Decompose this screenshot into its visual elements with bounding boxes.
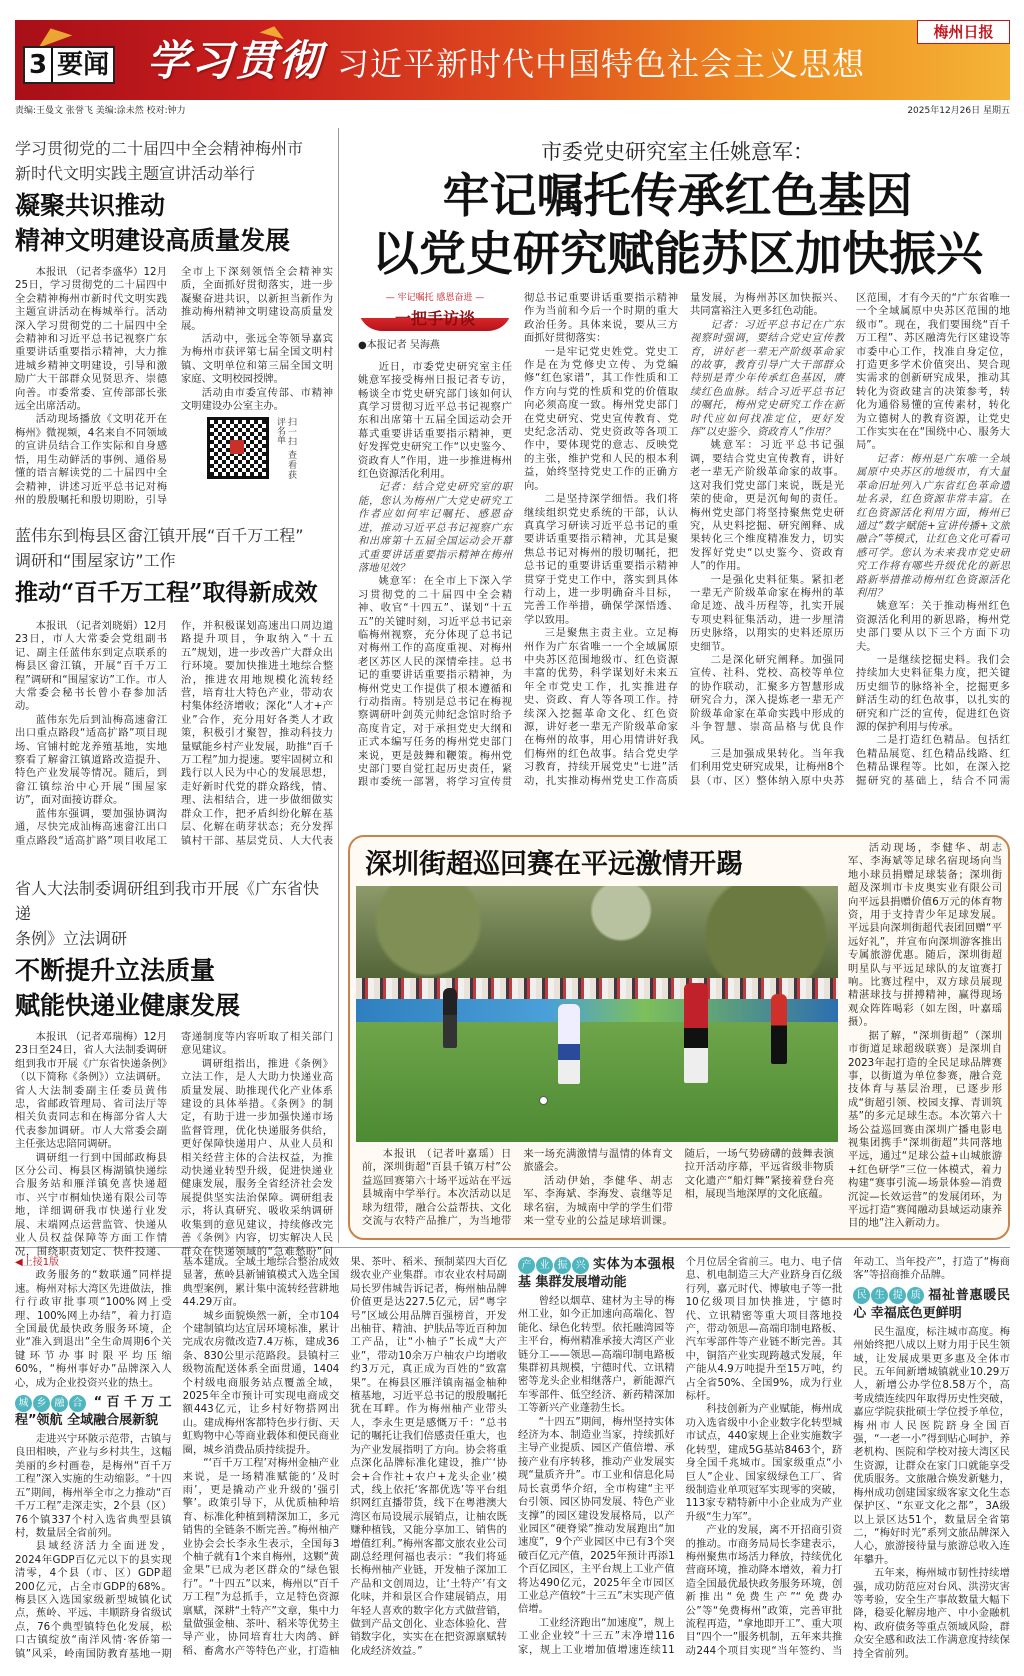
text-line: 调研和“围屋家访”工作 bbox=[15, 551, 176, 570]
continued-article bbox=[15, 1256, 1010, 1670]
column-divider bbox=[338, 128, 339, 1243]
paragraph: 活动由市委宣传部、市精神文明建设办公室主办。 bbox=[181, 386, 333, 413]
paragraph: 本报讯 （记者李盛华）12月25日，学习贯彻党的二十届四中全会精神梅州市新时代文明实践主题宣讲活动在梅城举行。活动深入学习贯彻党的二十届四中全会精神和习近平总书记视察广东重要讲话重要指示精神，大力推进城乡精神文明建设，引导和激励广大干部群众见贤思齐、崇德向善。市委常委、宣传部部长张远全出席活动。 bbox=[15, 266, 167, 413]
tag-char: 振 bbox=[554, 1257, 571, 1274]
paragraph: 蓝伟东强调，要加强协调沟通，尽快完成汕梅高速畲江出口重点路段“适高扩路”项目收尾工作，并积极谋划高速出口周边道路提升项目，争取纳入“十五五”规划，进一步改善广大群众出行环境。要加快推进土地综合整治，推进农用地规模化流转经营，培育壮大特色产业，带动农村集体经济增收；深化“人才+产业”合作，充分用好各类人才政策，积极引才聚智，推动科技力量赋能乡村产业发展，助推“百千万工程”加力提速。要牢固树立和践行以人民为中心的发展思想，走好新时代党的群众路线，情、理、法相结合，进一步做细做实群众工作，把矛盾纠纷化解在基层、化解在萌芽状态；充分发挥镇村干部、基层党员、人大代表 bbox=[15, 620, 333, 847]
feature-body bbox=[362, 1148, 834, 1236]
article-headline bbox=[15, 953, 333, 1023]
qr-code[interactable] bbox=[207, 417, 333, 483]
qr-label: 扫一扫 查看获评名单 bbox=[275, 417, 296, 480]
paragraph: 姚意军：关于推动梅州红色资源活化利用的新思路，梅州党史部门要从以下三个方面下功夫。 bbox=[856, 600, 1010, 653]
text-line: 省人大法制委调研组到我市开展《广东省快递 bbox=[15, 879, 320, 923]
tag-char: 质 bbox=[907, 1287, 924, 1304]
paragraph: 二是打造红色精品。包括红色精品展览、红色精品线路、红色精品课程等。比如，在深入挖掘研究的基础上，结合不同需 bbox=[856, 734, 1010, 787]
paragraphs bbox=[358, 292, 1010, 797]
issue-date: 2025年12月26日 星期五 bbox=[907, 106, 1010, 116]
photo-player bbox=[443, 988, 457, 1048]
tag-char: 民 bbox=[853, 1287, 870, 1304]
paragraph: 活动现场播放《文明花开在梅州》微视频，4名来自不同领域的宣讲员结合工作实际和自身感悟，用生动鲜活的事例、通俗易懂的语言解读党的二十届四中全会精神，讲述习近平总书记对梅州的殷殷嘱托和殷切期盼，引导全市上下深刻领悟全会精神实质，全面抓好贯彻落实，进一步凝聚奋进共识，以新担当新作为推动梅州精神文明建设高质量发展。 bbox=[15, 266, 333, 506]
feature-headline: 深圳街超巡回赛在平远激情开踢 bbox=[365, 849, 743, 880]
section-name: 要闻 bbox=[57, 50, 110, 80]
article-civilization bbox=[15, 136, 333, 520]
continued-from-label[interactable]: ◀上接1版 bbox=[15, 1257, 60, 1268]
article-body bbox=[15, 266, 333, 520]
main-kicker: 市委党史研究室主任姚意军： bbox=[541, 140, 814, 164]
column-badge-title: 一把手访谈 bbox=[358, 307, 512, 331]
text-line: 赋能快递业健康发展 bbox=[15, 991, 241, 1020]
qr-code-image[interactable] bbox=[207, 417, 269, 479]
section-label bbox=[23, 46, 115, 84]
article-kicker bbox=[15, 876, 333, 951]
paragraph: “十四五”期间，梅州坚持实体经济为本、制造业当家，持续抓好主导产业提质、园区产值倍增、承接产业有序转移，推动产业发展实现“量质齐升”。市工业和信息化局局长袁勇华介绍，全市构建“主平台引领、园区协同发展、特色产业支撑”的园区建设发展格局，以产业园区“硬脊梁”推动发展跑出“加速度”，9个产业园区中已有3个突破百亿元产值，2025年预计再添1个百亿园区，主平台规上工业产值将达490亿元，2025年全市园区工业总产值较“十三五”末实现产值倍增。 bbox=[517, 1415, 675, 1616]
paragraph: 民生温度，标注城市高度。梅州始终把八成以上财力用于民生领域，让发展成果更多惠及全体市民。五年间新增城镇就业10.29万人，新增公办学位8.58万个，高考成绩连续四年取得历史性突破，嘉应学院获批硕士学位授予单位，梅州市人民医院跻身全国百强，“一老一小”得到贴心呵护，养老机构、医院和学校对接大湾区民生资源，让群众在家门口就能享受优质服务。文旅融合焕发新魅力，梅州成功创建国家级客家文化生态保护区、“东亚文化之都”，3A级以上景区达51个，数量居全省第二，“梅好时光”系列文旅品牌深入人心，旅游接待量与旅游总收入连年攀升。 bbox=[853, 1325, 1010, 1566]
paragraph: 走进兴宁环陂示范带，古镇与良田相映，产业与乡村共生，这幅美丽的乡村画卷，是梅州“百千万工程”深入实施的生动缩影。“十四五”期间，梅州举全市之力推动“百千万工程”走深走实，2个县（区）76个镇337个村入选省典型县镇村，数量居全省前列。 bbox=[15, 1433, 172, 1539]
paragraph: 调研组一行到中国邮政梅县区分公司、梅县区梅湖镇快递综合服务站和雁洋镇免喜快递超市、兴宁市桐灿快递有限公司等地，详细调研我市快递行业发展、末端网点运营监管、快递从业人员权益保障等方面工作情况，围绕职责划定、快件投递、寄递制度等内容听取了相关部门意见建议。 bbox=[15, 1031, 333, 1258]
photo-player bbox=[558, 1004, 580, 1084]
paragraph: 据了解，“深圳街超”（深圳市街道足球超级联赛）是深圳自2023年起打造的全民足球品牌赛事，以街道为单位参赛，融合竞技体育与基层治理，已逐步形成“街超引领、校园支撑、青训筑基”的多元足球生态。本次第六十场公益巡回赛由深圳广播电影电视集团携手“深圳街超”共同落地平远，通过“足球公益+山城旅游+红色研学”三位一体模式，着力构建“赛事引流—场景体验—消费沉淀—长效运营”的发展闭环，为平远打造“赛闻融动县域运动康养目的地”注入新动力。 bbox=[848, 1029, 1002, 1230]
text-line: 精神文明建设高质量发展 bbox=[15, 226, 291, 255]
subheading-tag bbox=[15, 1395, 86, 1412]
paragraph: 活动现场，李健华、胡志军、李海斌等足球名宿现场向当地小球员捐赠足球装备；深圳街超及深圳市卡皮奥实业有限公司向平远县捐赠价值6万元的体育物资，用于支持青少年足球发展。平远县向深圳街超代表团回赠“平远好礼”，并宣布向深圳游客推出专属旅游优惠。随后，深圳街超明星队与平远足球队的友谊赛打响。比赛过程中，双方球员展现精湛球技与拼搏精神，赢得现场观众阵阵喝彩（如左图，叶嘉瑶摄）。 bbox=[848, 842, 1002, 1029]
byline: ●本报记者 吴海燕 bbox=[358, 340, 440, 352]
photo-player bbox=[684, 983, 708, 1083]
text-line: 以党史研究赋能苏区加快振兴 bbox=[372, 227, 983, 282]
photo-ball bbox=[539, 1096, 548, 1105]
article-kicker bbox=[15, 136, 333, 186]
campaign-title: 学习贯彻 bbox=[147, 36, 324, 85]
paragraph: 姚意军：习近平总书记强调，要结合党史宣传教育，讲好老一辈无产阶级革命家的故事。这对我们党史部门来说，既是光荣的使命，更是沉甸甸的责任。梅州党史部门将坚持聚焦党史研究，从史料挖掘、研究阐释、成果转化三个维度精准发力，切实发挥好党史“以史鉴今、资政育人”的作用。 bbox=[690, 439, 844, 573]
paragraph: 一是强化史料征集。紧扣老一辈无产阶级革命家在梅州的革命足迹、战斗历程等，扎实开展专项史料征集活动，进一步厘清历史脉络，以翔实的史料还原历史细节。 bbox=[690, 573, 844, 653]
tag-char: 业 bbox=[536, 1257, 553, 1274]
paragraph: 记者：习近平总书记在广东视察时强调，要结合党史宣传教育，讲好老一辈无产阶级革命家的故事，教育引导广大干部群众特别是青少年传承红色基因，赓续红色血脉。结合习近平总书记的嘱托，梅州党史研究工作在新时代应如何找准定位，更好发挥“以史鉴今、资政育人”作用？ bbox=[690, 318, 844, 439]
tag-char: 城 bbox=[15, 1395, 32, 1412]
article-village-project bbox=[15, 523, 333, 860]
subheading-urban-rural bbox=[15, 1394, 172, 1430]
paragraph: 活动伊始，李健华、胡志军、李海斌、李海发、袁继等足球名宿，为城南中学的学生们带来一堂专业的公益足球培训课。随后，一场气势磅礴的鼓舞表演拉开活动序幕，平远省级非物质文化遗产“船灯舞”紧接着登台亮相，展现当地深厚的文化底蕴。 bbox=[523, 1148, 834, 1228]
paragraph: 一是继续挖掘史料。我们会持续加大史料征集力度，把关键历史细节的脉络补全，挖掘更多鲜活生动的红色故事，以扎实的研究和广泛的宣传，促进红色资源的保护利用与传承。 bbox=[856, 653, 1010, 733]
paragraph: 科技创新为产业赋能，梅州成功入选省级中小企业数字化转型城市试点，440家规上企业实施数字化转型，建成5G基站8463个，跻身全国千兆城市。国家级重点“小巨人”企业、国家级绿色工厂、省级制造业单项冠军实现零的突破，113家专精特新中小企业成为产业升级“生力军”。 bbox=[685, 1403, 843, 1523]
editors: 责编:王曼文 张誉飞 美编:涂未然 校对:钟力 bbox=[15, 106, 186, 116]
paragraphs bbox=[15, 1269, 172, 1390]
text-line: 不断提升立法质量 bbox=[15, 956, 216, 985]
paragraph: 本报讯 （记者邓瑞梅）12月23日至24日，省人大法制委调研组到我市开展《广东省快递条例》（以下简称《条例》）立法调研。省人大法制委副主任委员黄伟忠，省邮政管理局、省司法厅等相关负责同志和在梅部分省人大代表参加调研。市人大常委会副主任张达忠陪同调研。 bbox=[15, 1031, 167, 1151]
page-number: 3 bbox=[29, 48, 53, 82]
tag-char: 生 bbox=[871, 1287, 888, 1304]
paragraph: 三是加强成果转化。当年我们利用党史研究成果，让梅州8个县（市、区）整体纳入原中央苏区范围，才有今天的“广东省唯一一个全域属原中央苏区范围的地级市”。现在，我们要围绕“百千万工程”、苏区融湾先行区建设等市委中心工作，找准自身定位，打造更多学术价值突出、契合现实需求的创新研究成果，推动其转化为资政建言的决策参考，转化为通俗易懂的宣传素材，转化为立德树人的教育资源，让党史工作实实在在“围绕中心、服务大局”。 bbox=[690, 292, 1010, 787]
star-icon bbox=[34, 22, 73, 47]
paragraph: 二是深化研究阐释。加强同宣传、社科、党校、高校等单位的协作联动，汇聚多方智慧形成研究合力，深入提炼老一辈无产阶级革命家在革命实践中形成的斗争智慧、崇高品格与优良作风。 bbox=[690, 653, 844, 747]
paragraph: 本报讯 （记者叶嘉瑶）日前，深圳街超“百县千镇万村”公益巡回赛第六十场平远站在平远县城南中学举行。本次活动以足球为纽带，融合公益帮扶、文化交流与农特产品推广，为当地带来一场充满激情与温情的体育文旅盛会。 bbox=[362, 1148, 673, 1228]
tag-char: 兴 bbox=[572, 1257, 589, 1274]
paper-logo bbox=[917, 20, 1010, 44]
paragraph: 城乡面貌焕然一新，全市104个建制镇均达宜居环境标准，累计完成农房微改造7.4万栋，建成36条、830公里示范路段。县镇村三级物流配送体系全面贯通，1404个村级电商服务站点覆盖全域，2025年全市预计可实现电商成交额443亿元，让乡村好物搭网出山。建成梅州客都特色步行街、天虹购物中心等商业载体和便民商业圈，城乡消费品质持续提升。 bbox=[182, 1309, 340, 1456]
credits-line bbox=[15, 103, 1010, 116]
paragraph: 蓝伟东先后到汕梅高速畲江出口重点路段“适高扩路”项目现场、官铺村蛇龙养殖基地，实地察看了解畲江镇道路改造提升、特色产业发展等情况。随后，到畲江镇综治中心开展“围屋家访”，面对面接访群众。 bbox=[15, 713, 167, 807]
paragraph: 曾经以烟草、建材为主导的梅州工业，如今正加速向高端化、智能化、绿色化转型。依托融湾园等主平台，梅州精准承接大湾区产业链分工——领思—高端印制电路板集群初具规模，宁德时代、立讯精密等龙头企业相继落户，新能源汽车零部件、低空经济、新药精深加工等新兴产业蓬勃生长。 bbox=[517, 1295, 675, 1415]
paragraph: 一是牢记党史姓党。党史工作是在为党修史立传、为党编修“红色家谱”，其工作性质和工作方向与党的性质和党的价值取向必须高度一致。梅州党史部门在党史研究、党史宣传教育、党史纪念活动、党史资政等各项工作中，要体现党的意志、反映党的主张，维护党和人民的根本利益，始终坚持党史工作的正确方向。 bbox=[524, 345, 678, 492]
photo-player bbox=[771, 994, 787, 1064]
football-match-photo bbox=[356, 886, 838, 1142]
paragraph: 政务服务的“数联通”同样提速。梅州对标大湾区先进做法，推行行政审批事项“100%网上受理、100%网上办结”，着力打造全国最优最快政务服务环境，企业“准入到退出”全生命周期6个关键环节办事时限平均压缩60%，“梅州事好办”品牌深入人心，成为企业投资兴业的热土。 bbox=[15, 1269, 172, 1389]
paragraph: 本报讯 （记者刘晓娟）12月23日，市人大常委会党组副书记、副主任蓝伟东到定点联系的梅县区畲江镇，开展“百千万工程”调研和“围屋家访”工作。市人大常委会秘书长曾小春参加活动。 bbox=[15, 620, 167, 713]
subheading-industry bbox=[518, 1256, 675, 1292]
article-body bbox=[15, 1031, 333, 1259]
text-line: 推动“百千万工程”取得新成效 bbox=[15, 579, 318, 606]
column-badge-slogan: — 牢记嘱托 感恩奋进 — bbox=[385, 293, 485, 303]
article-body bbox=[15, 620, 333, 860]
paragraph: 记者：梅州是广东唯一全域属原中央苏区的地级市，有大量革命旧址列入广东省红色革命遗址名录，红色资源非常丰富。在红色资源活化利用方面，梅州已通过“数字赋能+宣讲传播+文旅融合”等模式，让红色文化可看可感可学。您认为未来我市党史研究工作将有哪些升级优化的新思路新举措推动梅州红色资源活化利用？ bbox=[856, 452, 1010, 599]
paragraph: 调研组指出，推进《条例》立法工作，是人大助力快递业高质量发展、助推现代化产业体系建设的具体举措。《条例》的制定，有助于进一步加强快递市场监督管理，优化快递服务供给，更好保障快递用户、从业人员和相关经营主体的合法权益，为推动快递业转型升级，促进快递业健康发展，服务全省经济社会发展提供坚实法治保障。调研组表示，将认真研究、吸收采纳调研收集到的意见建议，持续修改完善《条例》内容，切实解决人民群众在快递领域的“急难愁盼”问 bbox=[181, 1057, 333, 1258]
tag-char: 融 bbox=[51, 1395, 68, 1412]
tag-char: 合 bbox=[69, 1395, 86, 1412]
main-article-body bbox=[358, 292, 1010, 797]
paragraph: “‘百千万工程’对梅州金柚产业来说，是一场精准赋能的‘及时雨’，更是撬动产业升级的‘强引擎’。政策引导下，从优质柚种培育、标准化种植到精深加工，多元销售的全链条不断完善。”梅州柚产业协会会长李永生表示，全国每3个柚子就有1个来自梅州，这颗“黄金果”已成为老区群众的“绿色银行”。“十四五”以来，梅州以“百千万工程”为总抓手，立足特色资源禀赋，深耕“土特产”文章，集中力量做强金柚、茶叶、稻米等优势主导产业，协同培育壮大肉鸽、鲜稻、畜禽水产等特色产业，打造柚果、茶叶、稻米、预制菜四大百亿级农业产业集群。市农业农村局副局长罗伟城告诉记者，梅州柚品牌价值更是达227.5亿元，居“粤字号”区域公用品牌百强榜首，开发出柚苷、精油、护肤品等近百种加工产品，让“小柚子”长成“大产业”，带动10余万户柚农户均增收约3万元，真正成为百姓的“致富果”。在梅县区雁洋镇南福金柚种植基地，习近平总书记的殷殷嘱托犹在耳畔。作为梅州柚产业带头人，李永生更是感慨万千：“总书记的嘱托让我们倍感责任重大，也为产业发展指明了方向。协会将重点深化品牌标准化建设，推广‘协会+合作社+农户+龙头企业’模式，线上依托‘客都优选’等平台组织网红直播带货，线下在粤港澳大湾区布局设展示展销点，让柚农既赚种植钱，又能分享加工、销售的增值红利。”梅州客都文旅农业公司副总经理何福也表示：“我们将延长梅州柚产业链，开发柚子深加工产品和文创周边，让‘土特产’有文化味，并和景区合作建展销点，用年轻人喜欢的数字化方式做营销，做到产品文创化、业态体验化、营销数字化，实实在在把资源禀赋转化成经济效益。” bbox=[182, 1256, 507, 1657]
text-line: 条例》立法调研 bbox=[15, 929, 128, 948]
paragraph: 活动中，张远全等领导嘉宾为梅州市获评第七届全国文明村镇、文明单位和第三届全国文明家庭、文明校园授牌。 bbox=[181, 333, 333, 386]
text-line: 牢记嘱托传承红色基因 bbox=[442, 169, 913, 224]
photo-ad-board bbox=[356, 999, 838, 1022]
tag-char: 提 bbox=[889, 1287, 906, 1304]
text-line: 学习贯彻党的二十届四中全会精神梅州市 bbox=[15, 139, 304, 158]
paragraph: 三是聚焦主责主业。立足梅州作为广东省唯一一个全域属原中央苏区范围地级市、红色资源丰富的优势，科学谋划好未来五年全市党史工作，扎实推进存史、资政、育人等各项工作。持续深入挖掘革命文化、红色资源，讲好老一辈无产阶级革命家在梅州的故事，用心用情讲好我们梅州的红色故事。结合党史学习教育，持续开展党史“七进”活动，扎实推动梅州党史工作高质量发展，为梅州苏区加快振兴、共同富裕注入更多红色动能。 bbox=[524, 292, 844, 787]
paragraph: 近日，市委党史研究室主任姚意军接受梅州日报记者专访，畅谈全市党史研究部门该如何认真学习贯彻习近平总书记视察广东和出席第十五届全国运动会开幕式重要讲话重要指示精神，更好发挥党史研究工作“以史鉴今、资政育人”作用，进一步推进梅州红色资源活化利用。 bbox=[358, 360, 512, 481]
article-headline bbox=[15, 188, 333, 258]
paragraph: 姚意军：在全市上下深入学习贯彻党的二十届四中全会精神、收官“十四五”、谋划“十五五”的关键时刻，习近平总书记亲临梅州视察，充分体现了总书记对梅州工作的高度重视、对梅州老区苏区人民的深情牵挂。总书记的重要讲话重要指示精神，为梅州党史工作提供了根本遵循和行动指南。特别是总书记在梅视察调研叶剑英元帅纪念馆时给予高度肯定，对于承担党史大纲和正式本编写任务的梅州党史部门来说，更是鼓舞和鞭策。梅州党史部门要自觉扛起历史责任，紧跟市委统一部署，将学习宣传贯彻总书记重要讲话重要指示精神作为当前和今后一个时期的重大政治任务。具体来说，要从三方面抓好贯彻落实： bbox=[358, 292, 678, 789]
tag-char: 乡 bbox=[33, 1395, 50, 1412]
paragraph: 工业经济跑出“加速度”，规上工业企业较“十三五”末净增116家，规上工业增加值增速连续11个月位居全省前三。电力、电子信息、机电制造三大产业跻身百亿级行列，嘉元时代、博敏电子等一批10亿级项目加快推进，宁德时代、立讯精密等重大项目落地投产，带动领思—高端印制电路板、汽车零部件等产业链不断完善。其中，铜箔产业实现跨越式发展，年产能从4.9万吨提升至15万吨，约占全省50%、全国9%，成为行业标杆。 bbox=[517, 1256, 843, 1656]
paragraph: 记者：结合党史研究室的职能，您认为梅州广大党史研究工作者应如何牢记嘱托、感恩奋进，推动习近平总书记视察广东和出席第十五届全国运动会开幕式重要讲话重要指示精神在梅州落地见效？ bbox=[358, 481, 512, 574]
subheading-livelihood bbox=[853, 1287, 1010, 1323]
paper-name: 梅州日报 bbox=[933, 23, 994, 41]
text-line: 蓝伟东到梅县区畲江镇开展“百千万工程” bbox=[15, 526, 304, 545]
paragraph: 县域经济活力全面迸发，2024年GDP百亿元以下的县实现清零，4个县（市、区）GDP超200亿元，占全市GDP的68%。梅县区入选国家级新型城镇化试点，蕉岭、平远、丰顺跻身省级试点，76个典型镇特色化发展，松口古镇绽放“南洋风情·客侨第一镇”风采，岭南国防教育基地一期基本建成。全域土地综合整治成效显著，蕉岭县新铺镇模式入选全国典型案例，累计集中流转经营耕地44.29万亩。 bbox=[15, 1256, 340, 1660]
theme-title: 习近平新时代中国特色社会主义思想 bbox=[337, 45, 866, 83]
subheading-title: 实体为本强根基 集群发展增动能 bbox=[517, 1257, 675, 1290]
subheading-tag bbox=[518, 1257, 589, 1274]
subheading-tag bbox=[853, 1287, 924, 1304]
article-headline bbox=[15, 575, 333, 610]
paragraph: 五年来，梅州城市韧性持续增强，成功防范应对台风、洪涝灾害等考验，安全生产事故数量大幅下降，稳妥化解房地产、中小金融机构、政府债务等重点领域风险，群众安全感和政法工作满意度持续保持全省前列。 bbox=[853, 1567, 1010, 1660]
subheading-title: 福祉普惠暖民心 幸福底色更鲜明 bbox=[853, 1287, 1010, 1321]
main-headline bbox=[345, 168, 1010, 284]
feature-side-body bbox=[848, 842, 1002, 1234]
text-line: 新时代文明实践主题宣讲活动举行 bbox=[15, 164, 256, 183]
subheading-title: “百千万工程”领航 全域融合展新貌 bbox=[15, 1395, 172, 1429]
column-badge bbox=[358, 292, 512, 331]
paragraph: 产业的发展，离不开招商引资的推动。市商务局局长李建表示，梅州聚焦市场活力释放，持续优化营商环境，推动降本增效，着力打造全国最优最快政务服务环境，创新推出“免费生产”“免费办公”等“免费梅州”政策，完善审批流程再造，“拿地即开工”、重大项目“四个一”服务机制，五年来共推动244个项目实现“当年签约、当年动工、当年投产”，打造了“梅商客”等招商推介品牌。 bbox=[685, 1256, 1010, 1657]
article-express-law bbox=[15, 876, 333, 1259]
photo-field bbox=[356, 1022, 838, 1142]
article-kicker bbox=[15, 523, 333, 573]
paragraph: 二是坚持深学细悟。我们将继续组织党史系统的干部，认认真真学习研读习近平总书记的重要讲话重要指示精神，尤其是聚焦总书记对梅州的殷切嘱托，把总书记的重要讲话重要指示精神贯穿于党史工作中，落实到具体行动上，进一步明确奋斗目标，完善工作举措，确保学深悟透、学以致用。 bbox=[524, 493, 678, 626]
tag-char: 产 bbox=[518, 1257, 535, 1274]
text-line: 凝聚共识推动 bbox=[15, 191, 166, 220]
masthead-banner bbox=[15, 20, 1010, 100]
